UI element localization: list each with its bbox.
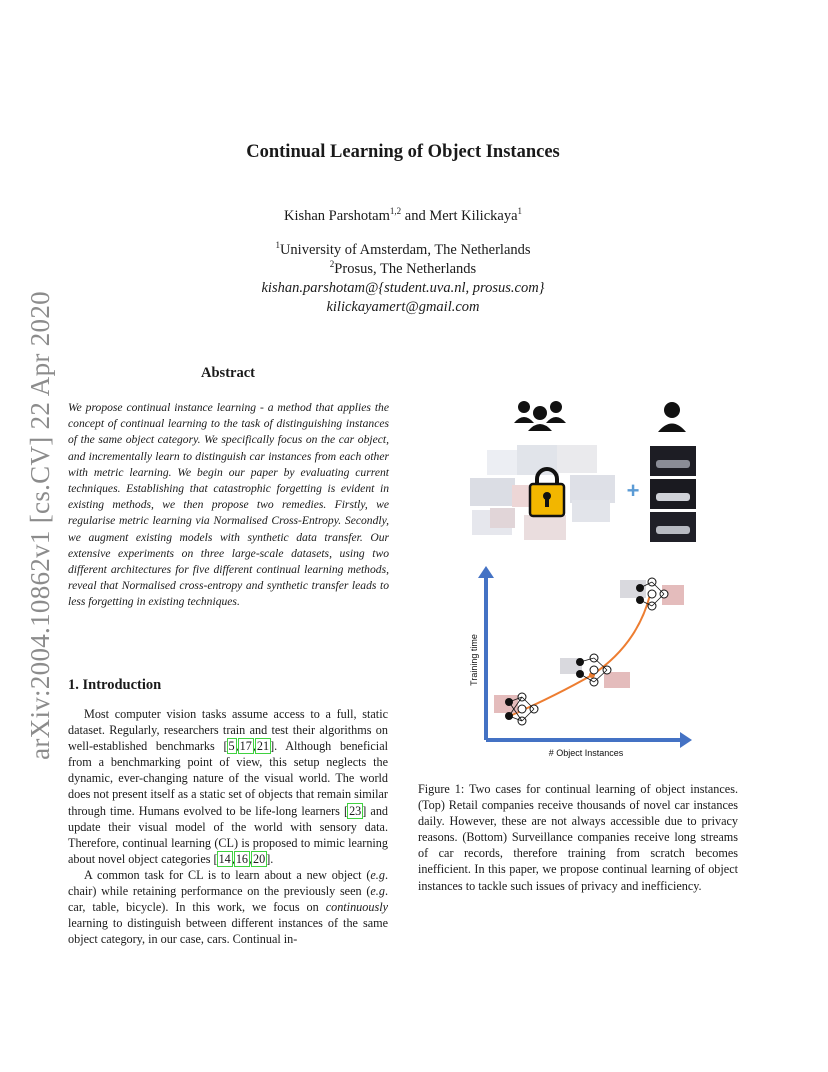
author-2: Mert Kilickaya (429, 208, 518, 224)
car-record-frames (650, 446, 696, 542)
affil-1: University of Amsterdam, The Netherlands (279, 242, 531, 258)
neural-network-icon (494, 693, 538, 725)
affil-2: Prosus, The Netherlands (334, 261, 477, 277)
person-icon (658, 402, 686, 432)
figure-1 (462, 390, 702, 765)
text-span: ]. Although beneficial from a benchmarking point of view, this setup neglects the dynamic, ever-changing nature of the visual world. The world does not present itself as a static set of objects that remain similar through time. Humans evolved to be life-long learners [ (68, 739, 388, 818)
arxiv-stamp (20, 285, 60, 765)
citation-link[interactable]: 17 (239, 739, 252, 754)
email-1-domains[interactable]: {student.uva.nl, prosus.com} (378, 280, 545, 296)
abstract-text: We propose continual instance learning - a method that applies the concept of continual learning to the task of distinguishing instances of the same object category. We specifically focus on the car object, and incrementally learn to distinguish car instances from each other with metric learning. We begin our paper by evaluating current techniques. Establishing that catastrophic forgetting is evident in existing methods, we then propose two remedies. Firstly, we regularise metric learning via Normalised Cross-Entropy. Secondly, we augment existing models with synthetic data transfer. Our extensive experiments on three large-scale datasets, using two different architectures for five different continual learning methods, reveal that Normalised cross-entropy and synthetic transfer leads to less forgetting in existing techniques. (68, 401, 389, 609)
plus-sign: + (626, 478, 640, 503)
arxiv-stamp-text: arXiv:2004.10862v1 [cs.CV] 22 Apr 2020 (24, 290, 55, 760)
introduction-heading: 1. Introduction (68, 677, 162, 693)
citation-link[interactable]: 14 (218, 851, 231, 866)
continuously-italic: continuously (325, 900, 388, 915)
text-span: ] and update their visual model of the world with sensory data. Therefore, continual learning (CL) is proposed to mimic learning about novel object categories [ (68, 803, 389, 866)
training-time-curve (512, 595, 650, 715)
authors-and: and (401, 208, 430, 224)
text-span: . chair) while retaining performance on the previously seen ( (68, 867, 388, 899)
abstract-heading: Abstract (201, 365, 255, 381)
intro-paragraph-1: Most computer vision tasks assume access to a full, static dataset. Regularly, researchers train and test their algorithms on well-established benchmarks [5,17,21]. Although beneficial from a benchmarking point of view, this setup neglects the dynamic, ever-changing nature of the visual world. The world does not present itself as a static set of objects that remain similar through time. Humans evolved to be life-long learners [23] and update their visual model of the world with sensory data. Therefore, continual learning (CL) is proposed to mimic learning about novel object categories [14,16,20]. (68, 707, 389, 866)
introduction-body (68, 706, 388, 947)
eg-italic: e.g (370, 884, 385, 899)
text-span: . car, table, bicycle). In this work, we focus on (68, 884, 388, 915)
author-1-sup: 1,2 (389, 206, 402, 217)
author-1: Kishan Parshotam (283, 208, 390, 224)
citation-link[interactable]: 20 (253, 851, 266, 866)
text-span: A common task for CL is to learn about a new object ( (84, 867, 371, 882)
text-span: learning to distinguish between different instances of the same object category, in our case, cars. Continual in- (68, 916, 388, 947)
paper-title: Continual Learning of Object Instances (246, 142, 560, 162)
affil-2-sup: 2 (329, 259, 335, 270)
citation-link[interactable]: 23 (349, 803, 362, 818)
citation-link[interactable]: 5 (228, 739, 235, 754)
email-1-prefix[interactable]: kishan.parshotam@ (261, 280, 379, 296)
neural-network-icon (620, 578, 684, 610)
affiliations (0, 241, 806, 317)
x-axis-label: # Object Instances (548, 748, 624, 758)
figure-1-graphic (462, 390, 702, 765)
eg-italic: e.g (370, 867, 385, 882)
author-2-sup: 1 (517, 206, 523, 217)
figure-1-caption: Figure 1: Two cases for continual learning of object instances. (Top) Retail companies receive thousands of novel car instances daily. However, these are not always accessible due to privacy reasons. (Bottom) Surveillance companies receive long streams of car records, therefore training from scratch becomes inefficient. In this paper, we propose continual learning of object instances to tackle such issues of privacy and inefficiency. (418, 782, 738, 893)
text-span: ]. (266, 851, 274, 866)
intro-paragraph-2 (68, 867, 388, 947)
lock-icon (530, 469, 564, 516)
neural-network-icon (560, 654, 630, 688)
text-span: Most computer vision tasks assume access to a full, static dataset. Regularly, researchers train and test their algorithms on well-established benchmarks [ (68, 707, 388, 754)
citation-link[interactable]: 16 (235, 851, 248, 866)
y-axis-label: Training time (469, 634, 479, 686)
email-2[interactable]: kilickayamert@gmail.com (326, 299, 480, 315)
affil-1-sup: 1 (275, 240, 280, 251)
citation-link[interactable]: 21 (256, 739, 270, 754)
people-group-icon (514, 401, 566, 431)
authors (0, 208, 806, 225)
